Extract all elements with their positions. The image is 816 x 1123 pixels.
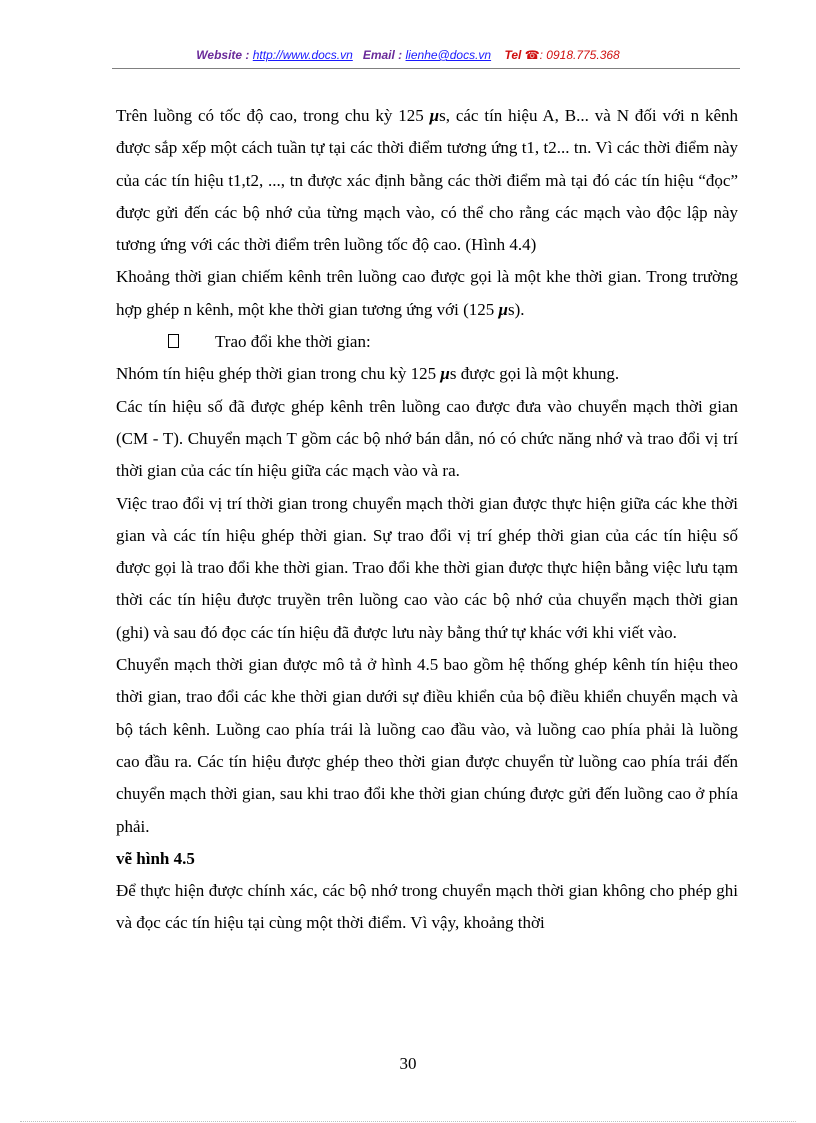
paragraph-text: vẽ hình 4.5	[116, 848, 195, 868]
paragraph-text: Trao đổi khe thời gian:	[215, 332, 371, 352]
paragraph-text: Trên luồng có tốc độ cao, trong chu kỳ 125	[116, 106, 430, 125]
email-label: Email :	[362, 48, 403, 62]
paragraph	[116, 391, 738, 488]
bullet-item	[116, 326, 738, 358]
paragraph-text: Nhóm tín hiệu ghép thời gian trong chu kỳ 125	[116, 364, 441, 384]
paragraph	[116, 649, 738, 843]
page-header	[0, 48, 816, 62]
micro-symbol: μ	[498, 299, 509, 319]
paragraph-text: Để thực hiện được chính xác, các bộ nhớ trong chuyển mạch thời gian không cho phép ghi và đọc các tín hiệu tại cùng một thời điểm. Vì vậy, khoảng thời	[116, 881, 738, 933]
footer-divider	[20, 1121, 796, 1122]
phone-icon: ☎	[524, 48, 540, 62]
paragraph-text: s).	[508, 299, 525, 319]
paragraph	[116, 100, 738, 261]
paragraph-text: s được gọi là một khung.	[449, 364, 620, 384]
tel-label: Tel	[504, 48, 522, 62]
tel-number: : 0918.775.368	[539, 48, 620, 62]
paragraph-text: Khoảng thời gian chiếm kênh trên luồng cao được gọi là một khe thời gian. Trong trường hợp ghép n kênh, một khe thời gian tương ứng với (125	[116, 267, 738, 319]
paragraph	[116, 261, 738, 326]
website-label: Website :	[196, 48, 250, 62]
paragraph-text: s, các tín hiệu A, B... và N đối với n kênh được sắp xếp một cách tuần tự tại các thời điểm tương ứng t1, t2... tn. Vì các thời điểm này của các tín hiệu t1,t2, ..., tn được xác định bằng các thời điểm mà tại đó các tín hiệu “đọc” được gửi đến các bộ nhớ của từng mạch vào, có thể cho rằng các mạch vào độc lập này tương ứng với các thời điểm trên luồng tốc độ cao. (Hình 4.4)	[116, 106, 738, 255]
page-number: 30	[399, 1054, 417, 1073]
paragraph	[116, 488, 738, 649]
email-link[interactable]: lienhe@docs.vn	[405, 48, 492, 62]
micro-symbol: μ	[429, 106, 440, 125]
bullet-square-icon	[168, 334, 179, 348]
paragraph	[116, 358, 738, 390]
paragraph	[116, 875, 738, 940]
paragraph-text: Các tín hiệu số đã được ghép kênh trên luồng cao được đưa vào chuyển mạch thời gian (CM - T). Chuyển mạch T gồm các bộ nhớ bán dẫn, nó có chức năng nhớ và trao đổi vị trí thời gian của các tín hiệu giữa các mạch vào và ra.	[116, 396, 738, 481]
figure-heading	[116, 843, 738, 875]
micro-symbol: μ	[440, 364, 450, 384]
document-body	[116, 100, 738, 940]
header-divider	[112, 68, 740, 69]
website-link[interactable]: http://www.docs.vn	[252, 48, 353, 62]
paragraph-text: Chuyển mạch thời gian được mô tả ở hình 4.5 bao gồm hệ thống ghép kênh tín hiệu theo thời gian, trao đổi các khe thời gian dưới sự điều khiển của bộ điều khiển chuyển mạch và bộ tách kênh. Luồng cao phía trái là luồng cao đầu vào, và luồng cao phía phải là luồng cao đầu ra. Các tín hiệu được ghép theo thời gian được chuyển từ luồng cao phía trái đến chuyển mạch thời gian, sau khi trao đổi khe thời gian chúng được gửi đến luồng cao ở phía phải.	[116, 655, 738, 836]
paragraph-text: Việc trao đổi vị trí thời gian trong chuyển mạch thời gian được thực hiện giữa các khe thời gian và các tín hiệu ghép thời gian. Sự trao đổi vị trí ghép thời gian của các tín hiệu số được gọi là trao đổi khe thời gian. Trao đổi khe thời gian được thực hiện bằng việc lưu tạm thời các tín hiệu được truyền trên luồng cao vào các bộ nhớ của chuyển mạch thời gian (ghi) và sau đó đọc các tín hiệu đã được lưu này bằng thứ tự khác với khi viết vào.	[116, 493, 738, 642]
